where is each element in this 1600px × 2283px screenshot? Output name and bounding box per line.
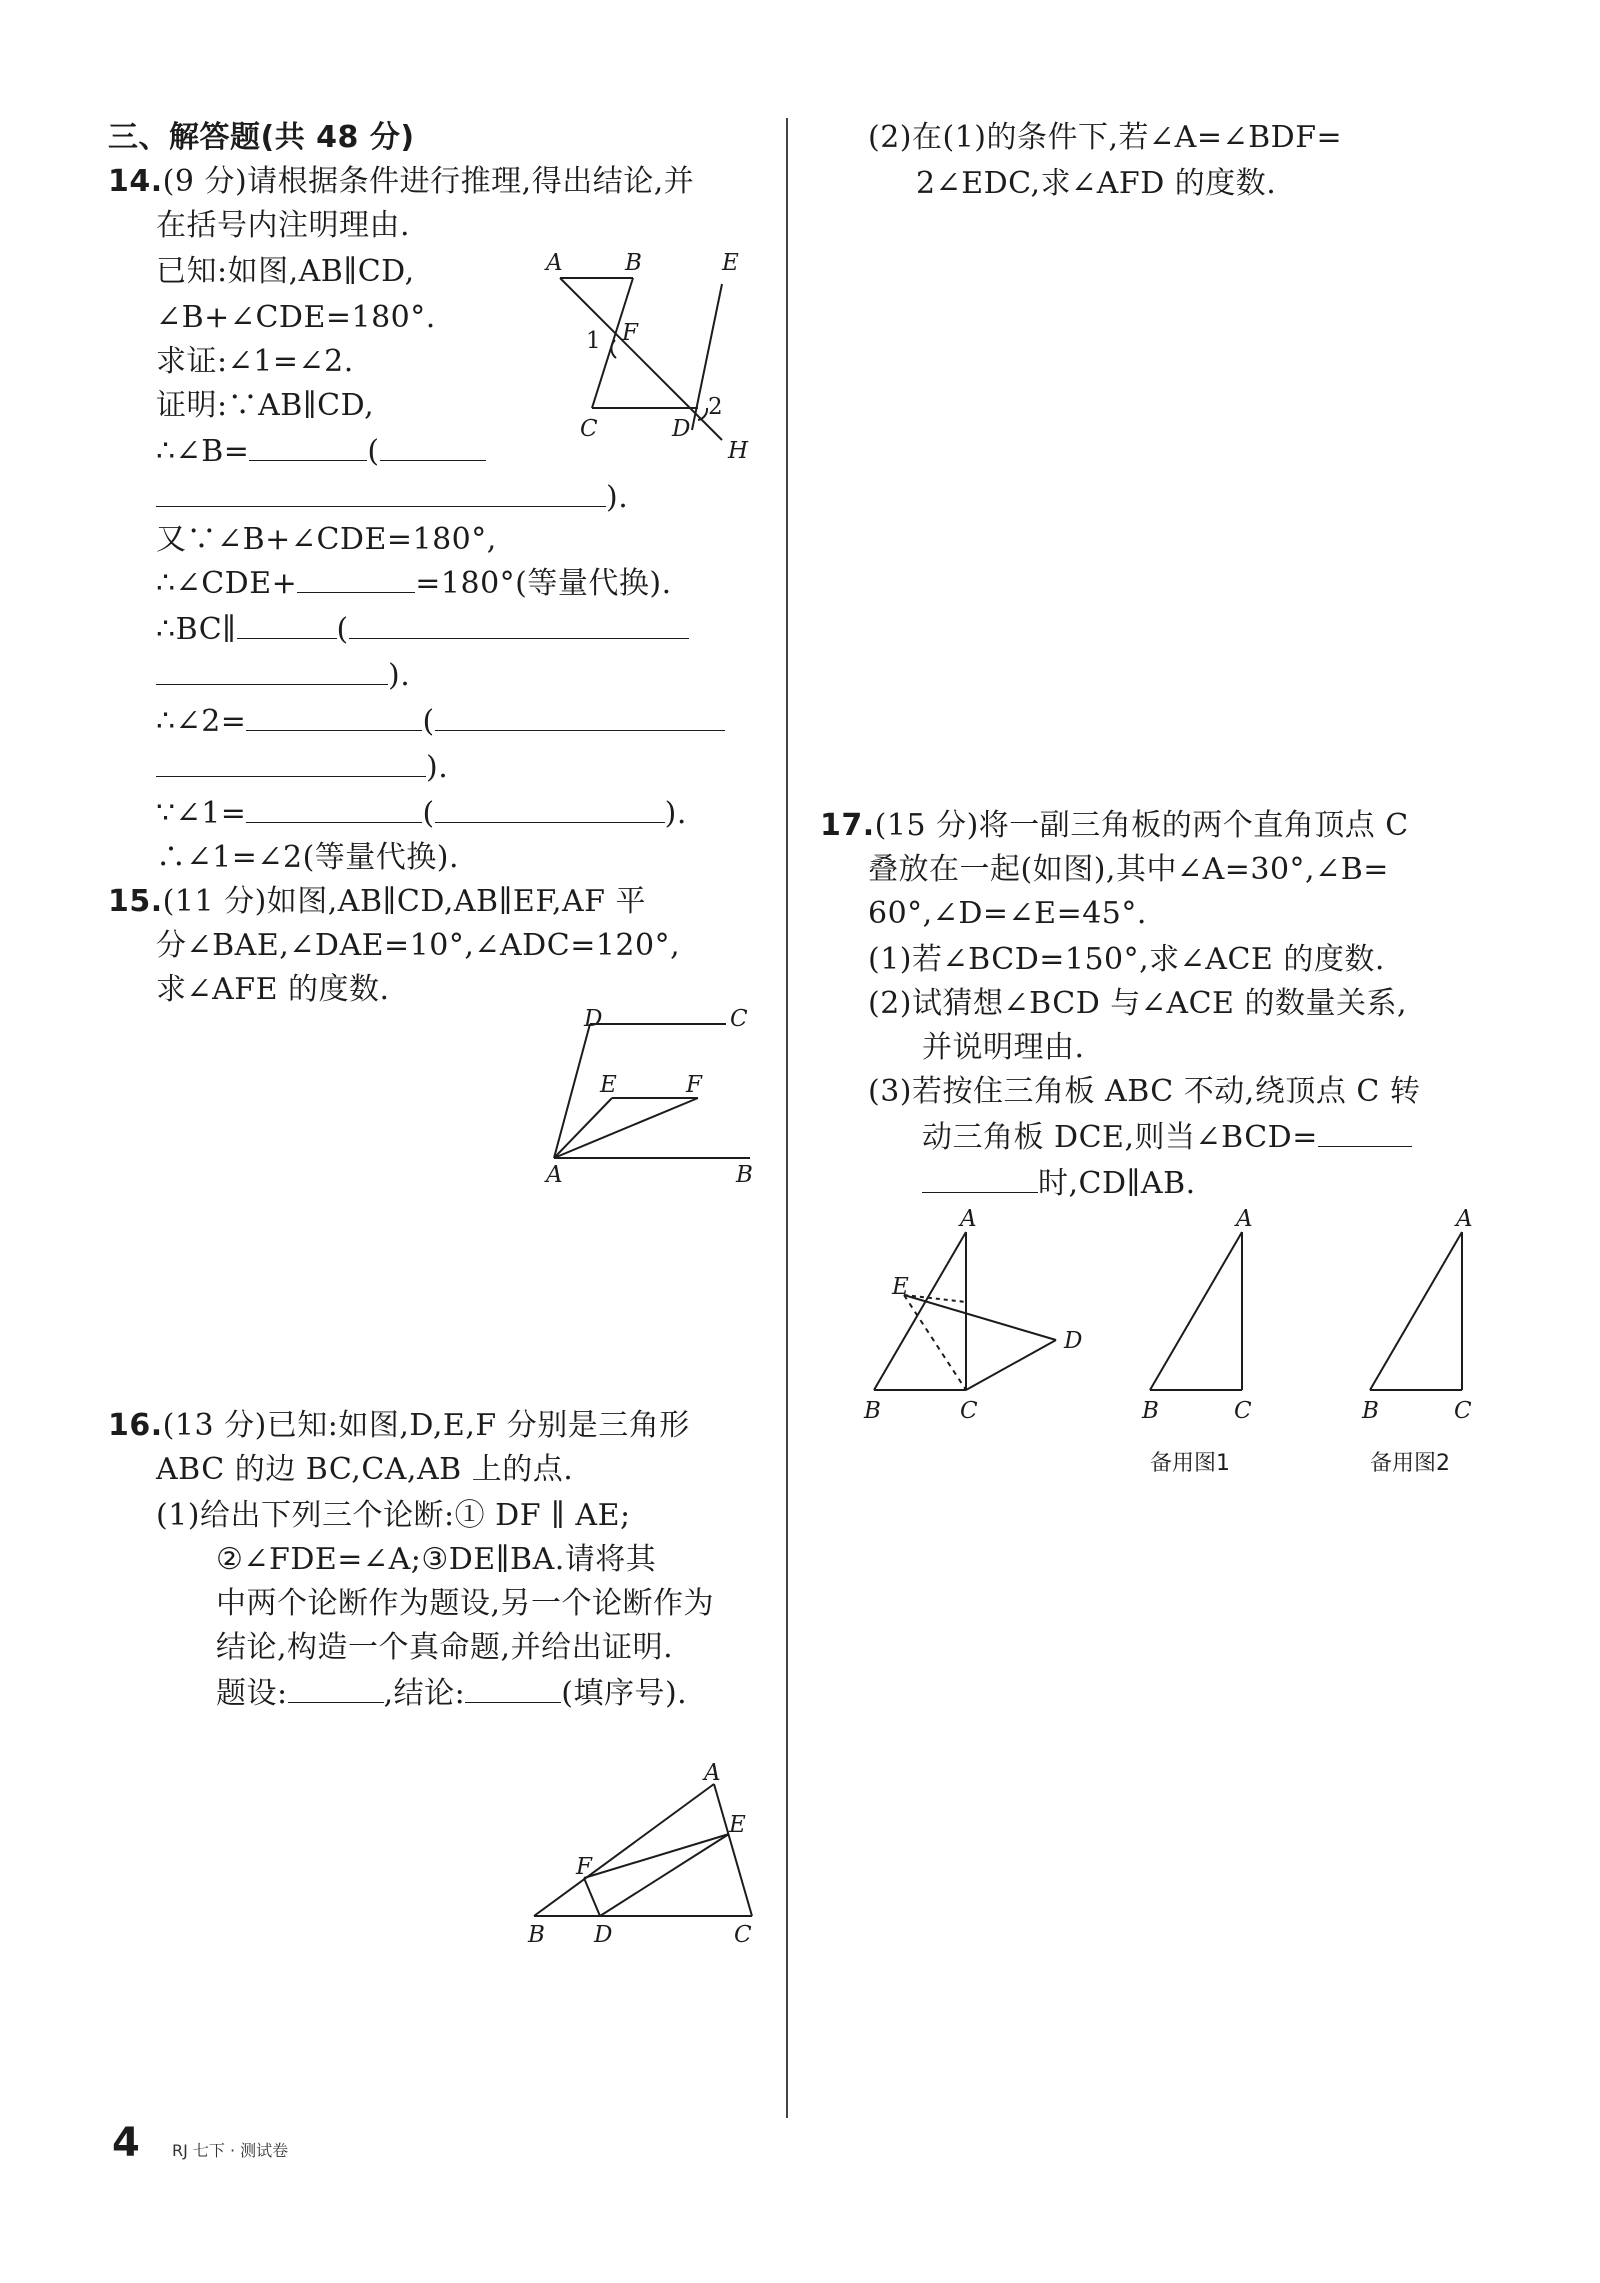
label-E: E (600, 1072, 617, 1098)
q17-part2-line: 并说明理由. (922, 1030, 1085, 1065)
label-F: F (686, 1072, 702, 1098)
label-A: A (546, 250, 563, 276)
q16-part1-line: 结论,构造一个真命题,并给出证明. (216, 1630, 674, 1665)
label-D: D (584, 1006, 603, 1032)
answer-blank[interactable] (249, 430, 367, 461)
label-B: B (528, 1922, 545, 1948)
label-B: B (1362, 1398, 1379, 1424)
label-F: F (576, 1854, 592, 1880)
label-C: C (960, 1398, 978, 1424)
answer-blank[interactable] (435, 792, 665, 823)
answer-blank[interactable] (156, 746, 426, 777)
q16-intro: 16.(13 分)已知:如图,D,E,F 分别是三角形 (108, 1408, 690, 1443)
label-D: D (1064, 1328, 1083, 1354)
answer-blank[interactable] (465, 1672, 561, 1703)
label-E: E (722, 250, 739, 276)
q16-part1-line: 中两个论断作为题设,另一个论断作为 (216, 1586, 715, 1621)
q16-line: ABC 的边 BC,CA,AB 上的点. (156, 1452, 574, 1487)
answer-blank[interactable] (246, 792, 422, 823)
q15-number: 15. (108, 884, 163, 919)
q17-part1: (1)若∠BCD=150°,求∠ACE 的度数. (868, 942, 1385, 977)
answer-blank[interactable] (349, 608, 689, 639)
label-C: C (734, 1922, 752, 1948)
q17-part2: (2)试猜想∠BCD 与∠ACE 的数量关系, (868, 986, 1408, 1021)
q14-number: 14. (108, 164, 163, 199)
label-1: 1 (586, 328, 601, 354)
q14-step1-cont: ). (156, 476, 628, 520)
answer-blank[interactable] (435, 700, 725, 731)
answer-blank[interactable] (246, 700, 422, 731)
answer-blank[interactable] (922, 1162, 1038, 1193)
answer-blank[interactable] (380, 430, 486, 461)
q14-prove: 求证:∠1=∠2. (156, 344, 354, 379)
book-footer: RJ 七下 · 测试卷 (172, 2141, 289, 2160)
q15-intro: 15.(11 分)如图,AB∥CD,AB∥EF,AF 平 (108, 884, 647, 919)
label-B: B (736, 1162, 753, 1188)
column-divider (786, 118, 788, 2118)
q15-question: 求∠AFE 的度数. (156, 972, 390, 1007)
q17-spare-figure-1 (1136, 1206, 1256, 1430)
q17-part3: (3)若按住三角板 ABC 不动,绕顶点 C 转 (868, 1074, 1421, 1109)
q15-line: 分∠BAE,∠DAE=10°,∠ADC=120°, (156, 928, 681, 963)
answer-blank[interactable] (288, 1672, 384, 1703)
q14-conclusion: ∴∠1=∠2(等量代换). (156, 840, 460, 875)
label-A: A (1456, 1206, 1473, 1232)
answer-blank[interactable] (297, 562, 415, 593)
answer-blank[interactable] (156, 654, 388, 685)
q14-given: 已知:如图,AB∥CD, (156, 254, 415, 289)
q14-step5: ∴∠2= ( (156, 700, 725, 744)
q14-step3: ∴∠CDE+ =180°(等量代换). (156, 562, 672, 606)
spare-figure-2-caption: 备用图2 (1370, 1451, 1450, 1476)
q16-fill-line: 题设: ,结论: (填序号). (216, 1672, 687, 1716)
label-D: D (672, 416, 691, 442)
q17-line: 叠放在一起(如图),其中∠A=30°,∠B= (868, 852, 1389, 887)
q16-part2-line: 2∠EDC,求∠AFD 的度数. (916, 166, 1277, 201)
label-E: E (892, 1274, 909, 1300)
q14-figure (540, 240, 770, 470)
q14-step5-cont: ). (156, 746, 448, 790)
q16-part2: (2)在(1)的条件下,若∠A=∠BDF= (868, 120, 1343, 155)
label-A: A (1236, 1206, 1253, 1232)
label-A: A (704, 1760, 721, 1786)
answer-blank[interactable] (237, 608, 337, 639)
q16-number: 16. (108, 1408, 163, 1443)
q14-given2: ∠B+∠CDE=180°. (156, 300, 436, 335)
q14-intro: 14.(9 分)请根据条件进行推理,得出结论,并 (108, 164, 695, 199)
q16-part1: (1)给出下列三个论断:① DF ∥ AE; (156, 1498, 631, 1533)
label-B: B (625, 250, 642, 276)
q15-figure (540, 1008, 770, 1188)
label-D: D (594, 1922, 613, 1948)
label-B: B (864, 1398, 881, 1424)
q14-step4-cont: ). (156, 654, 410, 698)
label-C: C (1454, 1398, 1472, 1424)
label-C: C (730, 1006, 748, 1032)
spare-figure-1-caption: 备用图1 (1150, 1451, 1230, 1476)
label-C: C (580, 416, 598, 442)
q14-line: 在括号内注明理由. (156, 208, 411, 243)
q17-part3-line2: 时,CD∥AB. (922, 1162, 1196, 1206)
q17-intro: 17.(15 分)将一副三角板的两个直角顶点 C (820, 808, 1409, 843)
q14-step4: ∴BC∥ ( (156, 608, 689, 652)
label-B: B (1142, 1398, 1159, 1424)
q17-spare-figure-2 (1356, 1206, 1476, 1430)
answer-blank[interactable] (1318, 1116, 1412, 1147)
label-C: C (1234, 1398, 1252, 1424)
label-A: A (546, 1162, 563, 1188)
q14-step1: ∴∠B= ( (156, 430, 486, 474)
q16-figure (524, 1760, 774, 1948)
label-H: H (728, 438, 749, 464)
q17-part3-line: 动三角板 DCE,则当∠BCD= (922, 1116, 1412, 1160)
page-number: 4 (112, 2120, 140, 2166)
q17-number: 17. (820, 808, 875, 843)
label-A: A (960, 1206, 977, 1232)
q16-part1-line: ②∠FDE=∠A;③DE∥BA.请将其 (216, 1542, 657, 1577)
label-2: 2 (708, 394, 723, 420)
q14-proof-start: 证明:∵AB∥CD, (156, 388, 375, 423)
label-F: F (622, 320, 638, 346)
section-title: 三、解答题(共 48 分) (108, 120, 415, 155)
q14-step2: 又∵∠B+∠CDE=180°, (156, 522, 497, 557)
answer-blank[interactable] (156, 476, 606, 507)
q17-line: 60°,∠D=∠E=45°. (868, 896, 1147, 931)
q17-main-figure (860, 1206, 1100, 1430)
label-E: E (729, 1812, 746, 1838)
q14-step6: ∵∠1= ( ). (156, 792, 687, 836)
